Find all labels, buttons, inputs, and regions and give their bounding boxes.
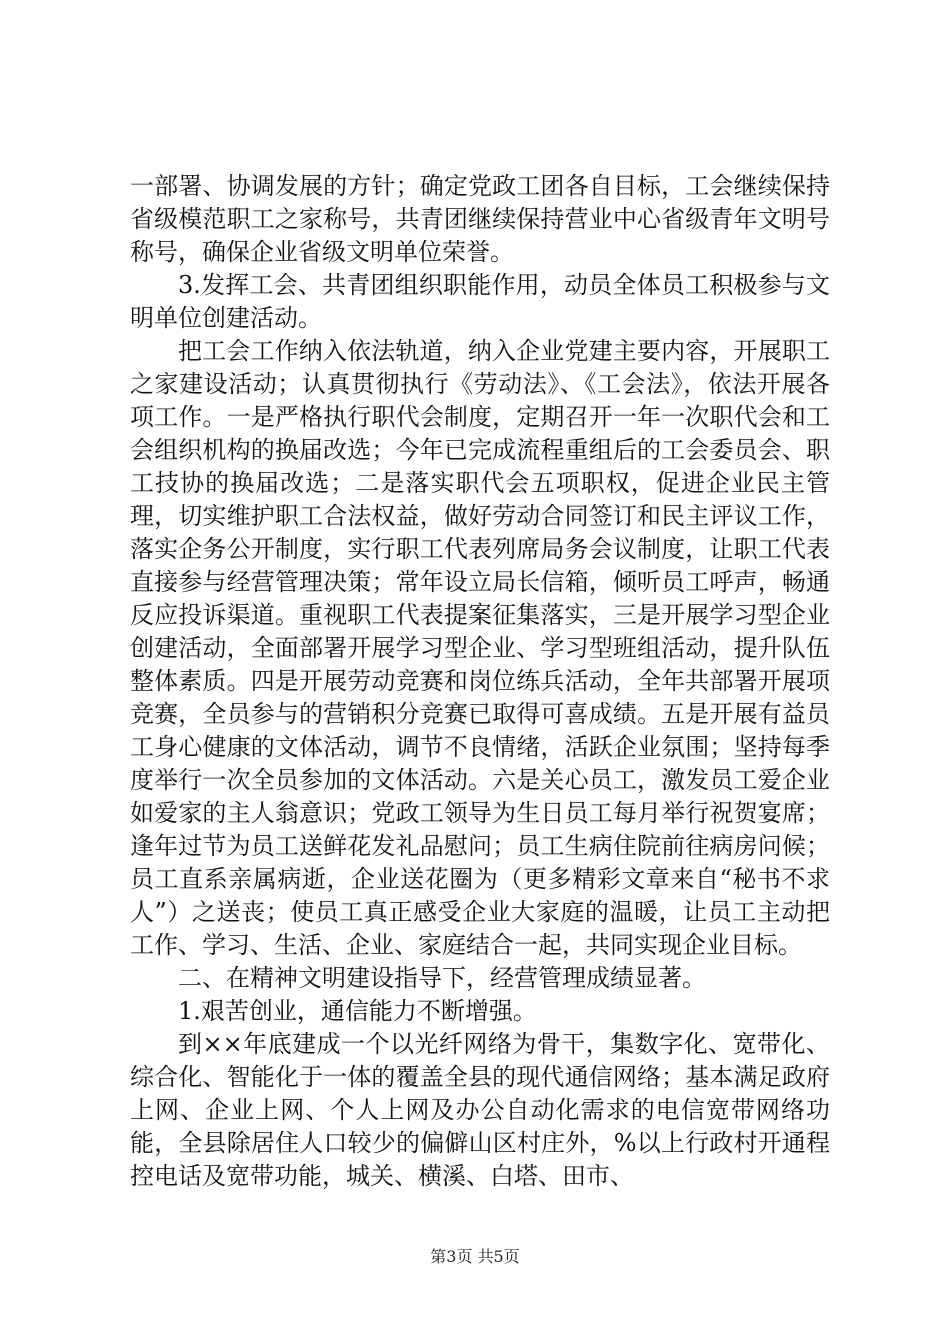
paragraph-2: 3.发挥工会、共青团组织职能作用，动员全体员工积极参与文明单位创建活动。 [130,271,830,332]
page-footer: 第3页 共5页 [430,1247,520,1266]
subheading-2-1: 1.艰苦创业，通信能力不断增强。 [178,997,537,1025]
document-body [130,170,830,1193]
paragraph-3: 把工会工作纳入依法轨道，纳入企业党建主要内容，开展职工之家建设活动；认真贯彻执行《劳动法》、《工会法》，依法开展各项工作。一是严格执行职代会制度，定期召开一年一次职代会和工会组织机构的换届改选；今年已完成流程重组后的工会委员会、职工技协的换届改选；二是落实职代会五项职权，促进企业民主管理，切实维护职工合法权益，做好劳动合同签订和民主评议工作，落实企务公开制度，实行职工代表列席局务会议制度，让职工代表直接参与经营管理决策；常年设立局长信箱，倾听员工呼声，畅通反应投诉渠道。重视职工代表提案征集落实，三是开展学习型企业创建活动，全面部署开展学习型企业、学习型班组活动，提升队伍整体素质。四是开展劳动竞赛和岗位练兵活动，全年共部署开展项竞赛，全员参与的营销积分竞赛已取得可喜成绩。五是开展有益员工身心健康的文体活动，调节不良情绪，活跃企业氛围；坚持每季度举行一次全员参加的文体活动。六是关心员工，激发员工爱企业如爱家的主人翁意识；党政工领导为生日员工每月举行祝贺宴席；逢年过节为员工送鲜花发礼品慰问；员工生病住院前往病房问候；员工直系亲属病逝，企业送花圈为（更多精彩文章来自“秘书不求人”）之送丧；使员工真正感受企业大家庭的温暖，让员工主动把工作、学习、生活、企业、家庭结合一起，共同实现企业目标。 [130,337,830,959]
paragraph-6: 到××年底建成一个以光纤网络为骨干，集数字化、宽带化、综合化、智能化于一体的覆盖全县的现代通信网络；基本满足政府上网、企业上网、个人上网及办公自动化需求的电信宽带网络功能，全县除居住人口较少的偏僻山区村庄外，%以上行政村开通程控电话及宽带功能，城关、横溪、白塔、田市、 [130,1030,830,1190]
paragraph-1: 一部署、协调发展的方针；确定党政工团各自目标，工会继续保持省级模范职工之家称号，共青团继续保持营业中心省级青年文明号称号，确保企业省级文明单位荣誉。 [130,172,830,266]
section-heading-2: 二、在精神文明建设指导下，经营管理成绩显著。 [178,964,706,992]
